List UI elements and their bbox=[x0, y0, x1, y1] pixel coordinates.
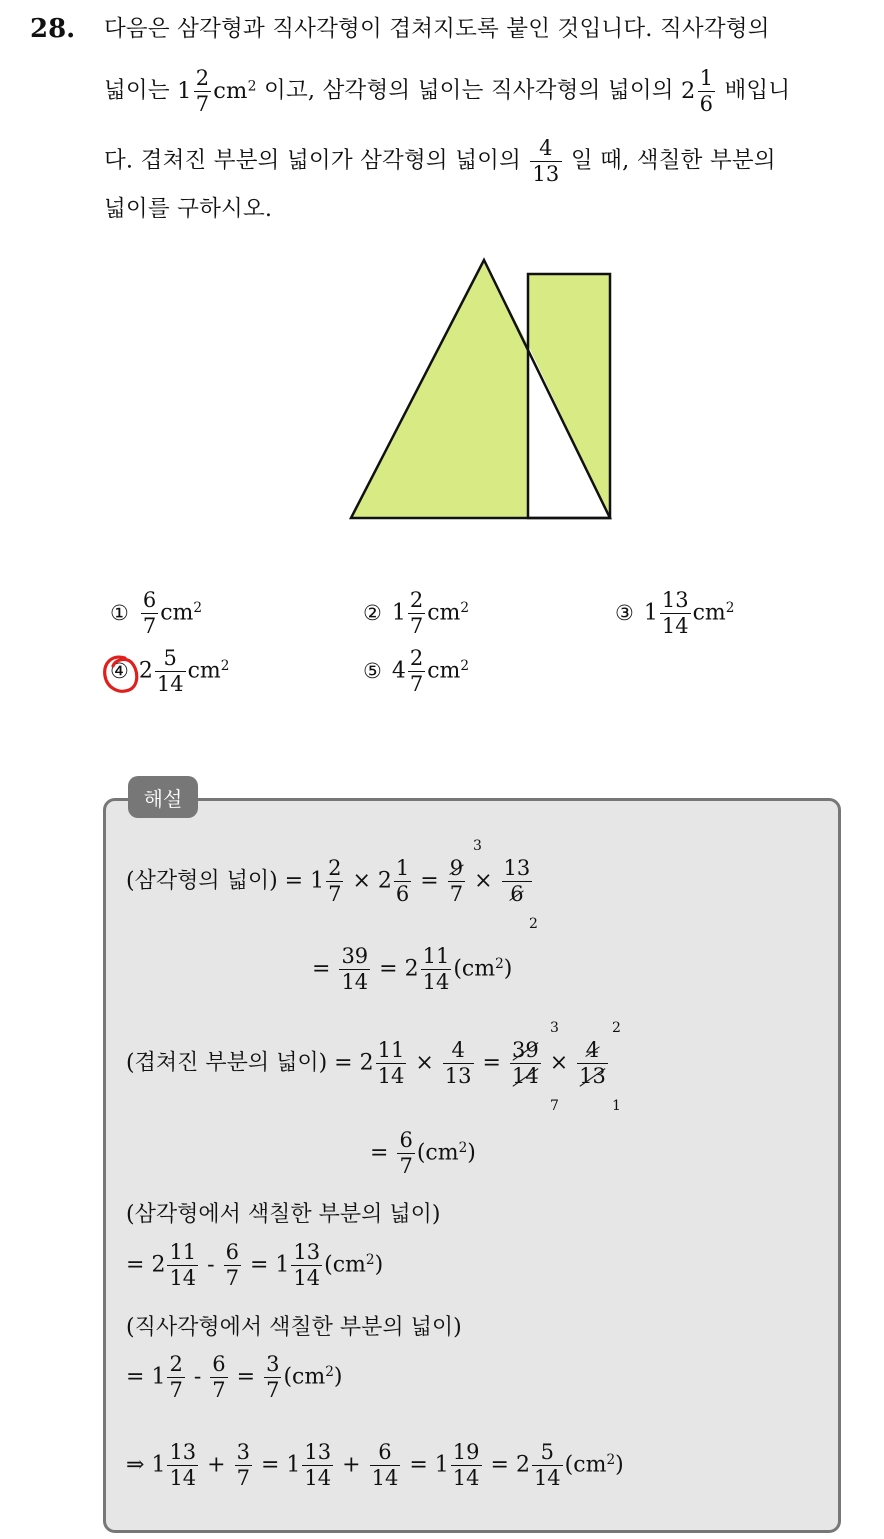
triangle-shaded-part bbox=[351, 260, 528, 518]
solution-label-triangle-shaded: (삼각형에서 색칠한 부분의 넓이) bbox=[126, 1202, 441, 1227]
triangle-rectangle-figure bbox=[0, 0, 884, 560]
question-text: 배입니 bbox=[724, 77, 791, 104]
ratio-mixed-number: 2 $\frac{1}{6}$ bbox=[681, 66, 714, 116]
question-number: 28. bbox=[30, 14, 76, 44]
question-text: 넓이는 bbox=[104, 77, 170, 104]
solution-line-overlap-result: = $\frac{6}{7}$ $(cm^2)$ bbox=[370, 1128, 476, 1178]
solution-line-triangle-area-result: = $\frac{39}{14}$ = 2 $\frac{11}{14}$ $(cm^2)$ bbox=[312, 944, 513, 994]
cancel-note: 7 bbox=[550, 1098, 559, 1114]
solution-line-triangle-area: (삼각형의 넓이) = 1 $\frac{2}{7}$ × 2 $\frac{1}{6}$ = $\frac{9}{7}$ × $\frac{13}{6}$ bbox=[126, 856, 531, 906]
solution-line-overlap-area: (겹쳐진 부분의 넓이) = 2 $\frac{11}{14}$ × $\frac{4}{13}$ = $\frac{39}{14}$ × $\frac{4}{13}$ bbox=[126, 1038, 606, 1088]
question-text: 다. 겹쳐진 부분의 넓이가 삼각형의 넓이의 bbox=[104, 147, 522, 174]
question-text: 이고, 삼각형의 넓이는 직사각형의 넓이의 bbox=[264, 77, 674, 104]
overlap-ratio-fraction: $\frac{4}{13}$ bbox=[532, 136, 560, 186]
unit: $cm^2$ bbox=[213, 77, 257, 104]
cancel-note: 3 bbox=[473, 838, 482, 854]
solution-line-final: ⇒ 1 $\frac{13}{14}$ + $\frac{3}{7}$ = 1 $\frac{13}{14}$ + $\frac{6}{14}$ = 1 $\frac{19}{14}$ = 2 $\frac{5}{14}$ $(cm^2)$ bbox=[126, 1440, 624, 1490]
choice-5[interactable]: ⑤ 4 $\frac{2}{7}$ $cm^2$ bbox=[363, 646, 470, 696]
solution-tag: 해설 bbox=[128, 776, 198, 818]
cancel-note: 2 bbox=[529, 916, 538, 932]
choice-4[interactable]: ④ 2 $\frac{5}{14}$ $cm^2$ bbox=[110, 646, 230, 696]
cancel-note: 1 bbox=[612, 1098, 621, 1114]
choice-3[interactable]: ③ 1 $\frac{13}{14}$ $cm^2$ bbox=[615, 588, 735, 638]
cancel-note: 2 bbox=[612, 1020, 621, 1036]
choice-1[interactable]: ① $\frac{6}{7}$ $cm^2$ bbox=[110, 588, 203, 638]
solution-line-rect-shaded: = 1 $\frac{2}{7}$ - $\frac{6}{7}$ = $\frac{3}{7}$ $(cm^2)$ bbox=[126, 1352, 343, 1402]
choice-2[interactable]: ② 1 $\frac{2}{7}$ $cm^2$ bbox=[363, 588, 470, 638]
cancel-note: 3 bbox=[550, 1020, 559, 1036]
question-line-4: 넓이를 구하시오. bbox=[104, 196, 273, 222]
answer-circle-mark bbox=[101, 652, 145, 700]
question-line-1: 다음은 삼각형과 직사각형이 겹쳐지도록 붙인 것입니다. 직사각형의 bbox=[104, 16, 770, 42]
solution-label-rect-shaded: (직사각형에서 색칠한 부분의 넓이) bbox=[126, 1315, 462, 1340]
question-text: 일 때, 색칠한 부분의 bbox=[570, 147, 776, 174]
solution-line-triangle-shaded: = 2 $\frac{11}{14}$ - $\frac{6}{7}$ = 1 $\frac{13}{14}$ $(cm^2)$ bbox=[126, 1240, 384, 1290]
rect-area-mixed-number: 1 $\frac{2}{7}$ bbox=[177, 66, 210, 116]
